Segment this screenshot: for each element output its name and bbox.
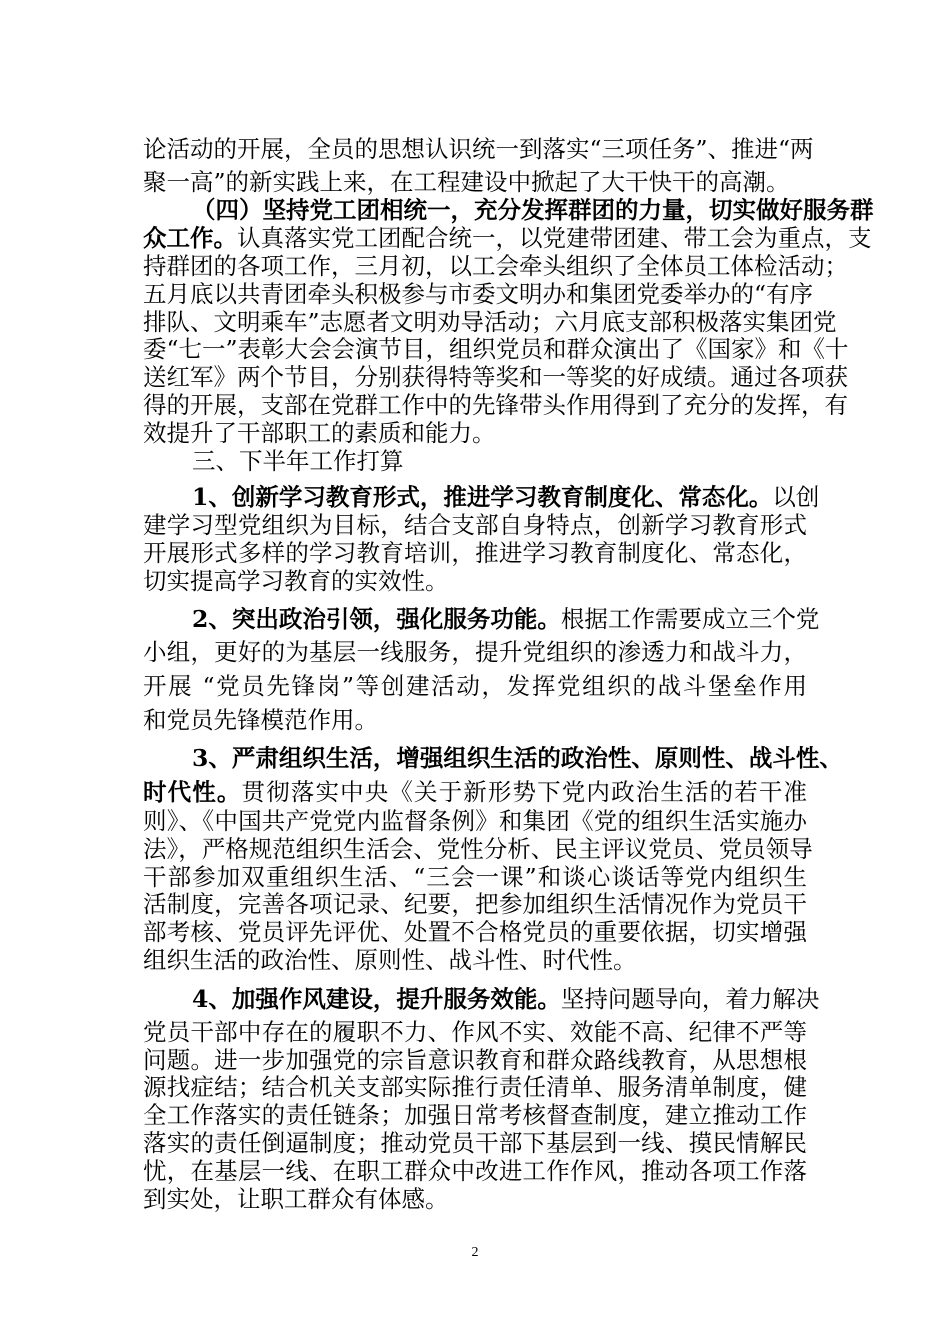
text-run: 法》，严格规范组织生活会、党性分析、民主评议党员、党员领导 [143,835,813,863]
text-run: 得的开展，支部在党群工作中的先锋带头作用得到了充分的发挥，有 [143,391,848,419]
text-run: 排队、文明乘车”志愿者文明劝导活动；六月底支部积极落实集团党 [143,308,837,336]
item-heading-line [192,742,843,774]
text-run: 干部参加双重组织生活、“三会一课”和谈心谈话等党内组织生 [143,863,807,891]
text-line [143,944,807,976]
page-number: 2 [471,1245,479,1260]
text-run: 以创 [772,483,820,511]
text-run: 根据工作需要成立三个党 [560,605,820,633]
text-run: 开展 “党员先锋岗”等创建活动，发挥党组织的战斗堡垒作用 [143,672,807,700]
bold-text-run: 时代性。 [143,778,242,806]
text-line [143,565,807,597]
text-run: 效提升了干部职工的素质和能力。 [143,419,496,447]
text-run: 建学习型党组织为目标，结合支部自身特点，创新学习教育形式 [143,511,807,539]
text-run: 小组，更好的为基层一线服务，提升党组织的渗透力和战斗力， [143,638,807,666]
bold-text-run: 众工作。 [143,224,237,252]
bold-text-run: 2、突出政治引领，强化服务功能。 [192,605,561,633]
text-run: 部考核、党员评先评优、处置不合格党员的重要依据，切实增强 [143,918,807,946]
text-run: 活制度，完善各项记录、纪要，把参加组织生活情况作为党员干 [143,890,807,918]
bold-text-run: 4、加强作风建设，提升服务效能。 [192,985,561,1013]
text-run: 忧，在基层一线、在职工群众中改进工作作风，推动各项工作落 [143,1157,807,1185]
text-line [143,670,807,702]
text-run: 贯彻落实中央《关于新形势下党内政治生活的若干准 [241,778,808,806]
text-line [143,776,807,808]
text-run: 则》、《中国共产党党内监督条例》和集团《党的组织生活实施办 [143,807,807,835]
text-run: 落实的责任倒逼制度；推动党员干部下基层到一线、摸民情解民 [143,1129,807,1157]
item-heading-line [192,983,820,1015]
text-line [143,704,807,736]
section-heading-line [192,445,807,477]
text-run: 切实提高学习教育的实效性。 [143,567,449,595]
text-run: 聚一高”的新实践上来，在工程建设中掀起了大干快干的高潮。 [143,168,790,196]
text-run: 委“七一”表彰大会会演节目，组织党员和群众演出了《国家》和《十 [143,335,849,363]
text-run: 和党员先锋模范作用。 [143,706,378,734]
text-run: 持群团的各项工作，三月初，以工会牵头组织了全体员工体检活动； [143,252,848,280]
text-line [143,1183,807,1215]
text-run: 五月底以共青团牵头积极参与市委文明办和集团党委举办的“有序 [143,280,814,308]
text-run: 送红军》两个节目，分别获得特等奖和一等奖的好成绩。通过各项获 [143,363,848,391]
text-line [143,636,807,668]
item-heading-line [192,603,820,635]
text-run: 论活动的开展，全员的思想认识统一到落实“三项任务”、推进“两 [143,135,814,163]
text-run: 全工作落实的责任链条；加强日常考核督查制度，建立推动工作 [143,1101,807,1129]
text-run: 认真落实党工团配合统一，以党建带团建、带工会为重点，支 [237,224,872,252]
text-run: 坚持问题导向，着力解决 [560,985,820,1013]
bold-text-run: （四）坚持党工团相统一，充分发挥群团的力量，切实做好服务群 [192,196,874,224]
text-run: 源找症结；结合机关支部实际推行责任清单、服务清单制度，健 [143,1073,807,1101]
text-run: 党员干部中存在的履职不力、作风不实、效能不高、纪律不严等 [143,1018,807,1046]
bold-text-run: 3、严肃组织生活，增强组织生活的政治性、原则性、战斗性、 [192,744,843,772]
text-run: 开展形式多样的学习教育培训，推进学习教育制度化、常态化， [143,539,807,567]
text-line [143,133,814,165]
text-run: 问题。进一步加强党的宗旨意识教育和群众路线教育，从思想根 [143,1046,807,1074]
bold-text-run: 1、创新学习教育形式，推进学习教育制度化、常态化。 [192,483,773,511]
text-run: 到实处，让职工群众有体感。 [143,1185,449,1213]
text-run: 组织生活的政治性、原则性、战斗性、时代性。 [143,946,637,974]
text-run: 三、下半年工作打算 [192,447,404,475]
